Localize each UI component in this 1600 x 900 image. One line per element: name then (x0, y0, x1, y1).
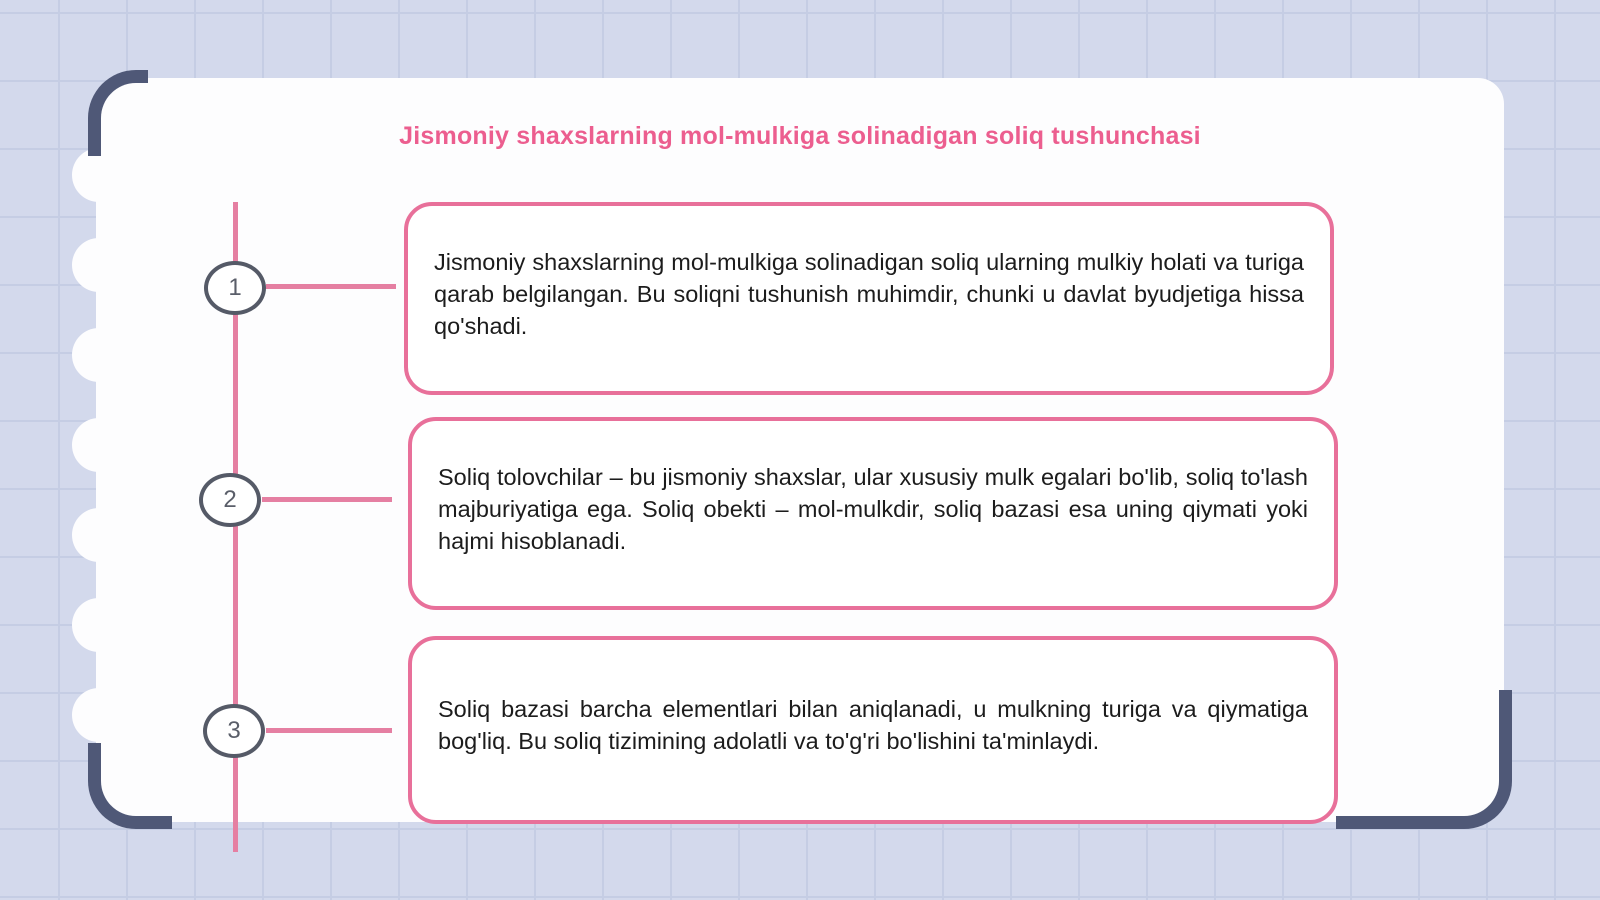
timeline-connector-3 (266, 728, 392, 733)
card-scallop (72, 688, 126, 742)
corner-bracket-bottom-left (88, 743, 172, 829)
card-scallop (72, 238, 126, 292)
timeline-connector-2 (262, 497, 392, 502)
slide-title: Jismoniy shaxslarning mol-mulkiga solinadigan soliq tushunchasi (399, 122, 1201, 150)
step-number-2: 2 (199, 473, 261, 527)
info-box-3 (408, 636, 1338, 824)
timeline-connector-1 (266, 284, 396, 289)
step-number-3: 3 (203, 704, 265, 758)
card-scallop (72, 148, 126, 202)
step-number-1: 1 (204, 261, 266, 315)
info-text-2: Soliq tolovchilar – bu jismoniy shaxslar, ular xususiy mulk egalari bo'lib, soliq to'lash majburiyatiga ega. Soliq obekti – mol-mulkdir, soliq bazasi esa uning qiymati yoki hajmi hisoblanadi. (438, 463, 1308, 554)
card-scallop (72, 508, 126, 562)
info-text-3: Soliq bazasi barcha elementlari bilan aniqlanadi, u mulkning turiga va qiymatiga bog'liq. Bu soliq tizimining adolatli va to'g'ri bo'lishini ta'minlaydi. (438, 696, 1308, 754)
info-box-2 (408, 417, 1338, 610)
corner-bracket-bottom-right (1336, 690, 1512, 829)
card-scallop (72, 598, 126, 652)
card-scallop (72, 418, 126, 472)
info-text-1: Jismoniy shaxslarning mol-mulkiga solinadigan soliq ularning mulkiy holati va turiga qarab belgilangan. Bu soliqni tushunish muhimdir, chunki u davlat byudjetiga hissa qo'shadi. (434, 248, 1304, 339)
info-box-1 (404, 202, 1334, 395)
card-scallop (72, 328, 126, 382)
